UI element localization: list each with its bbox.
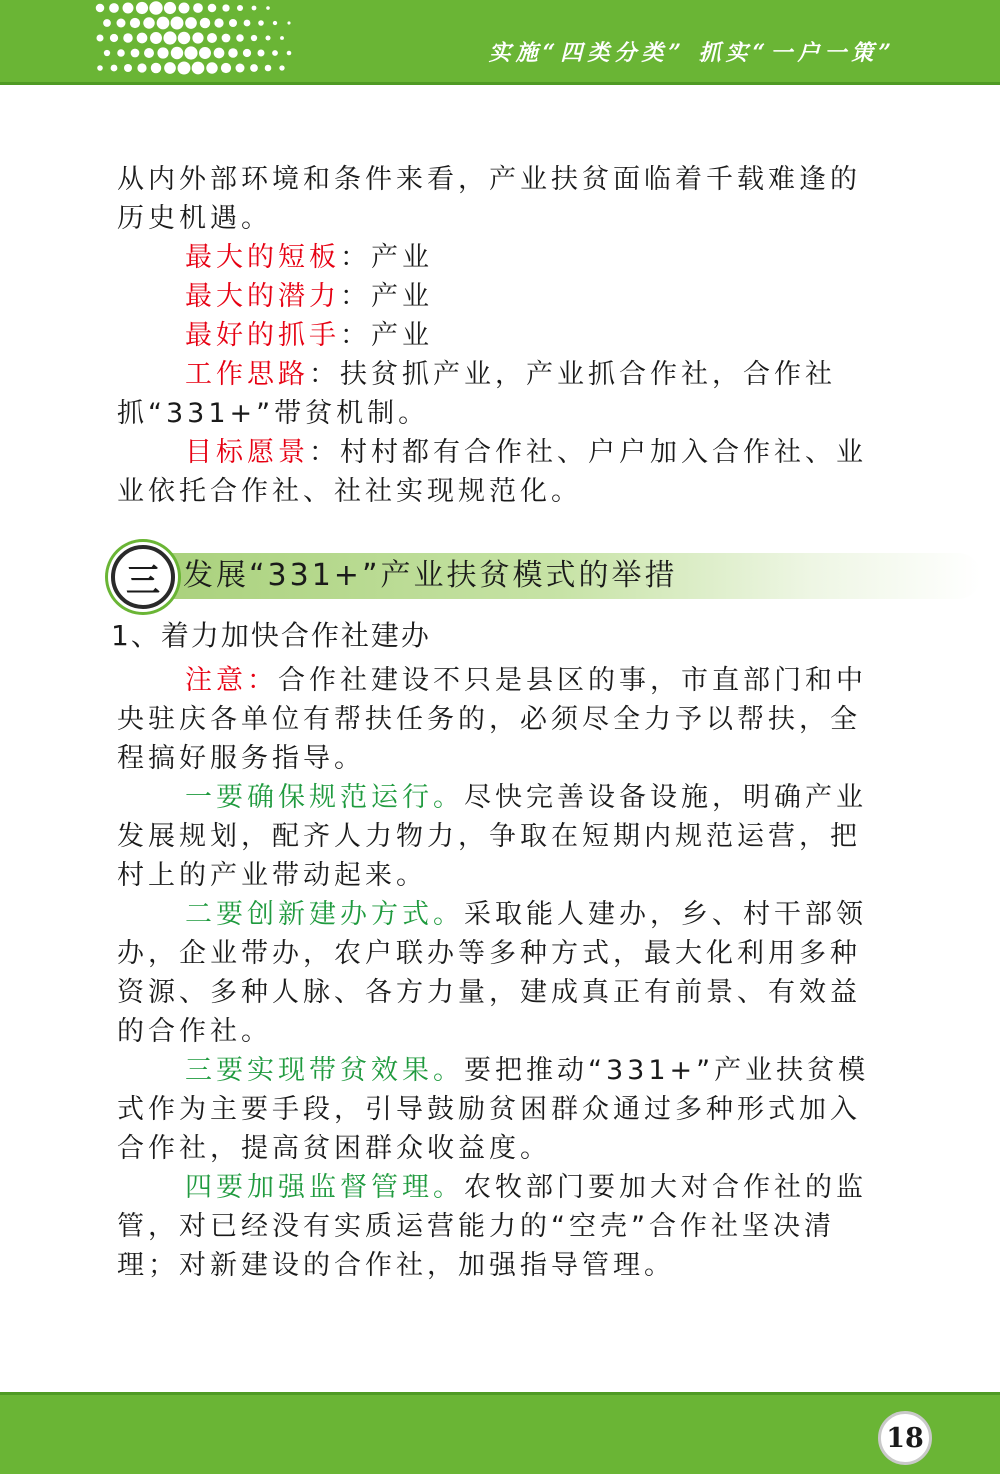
header-dot — [171, 17, 184, 30]
highlight-handle — [117, 316, 887, 355]
header-dot — [117, 19, 126, 28]
header-dot — [96, 4, 105, 13]
header-dot — [137, 33, 148, 44]
header-dot — [193, 3, 203, 13]
header-dot — [244, 20, 251, 27]
header-dot — [222, 34, 231, 43]
header-dot — [214, 48, 225, 59]
header-dot — [250, 64, 258, 72]
highlight-potential — [117, 277, 887, 316]
highlight-label: 最好的抓手 — [185, 320, 340, 351]
measure-paragraph — [117, 1168, 887, 1285]
highlight-sep: ： — [340, 242, 371, 273]
header-dot — [150, 32, 162, 44]
highlight-label: 最大的潜力 — [185, 281, 340, 312]
section-number-badge: 三 — [111, 545, 175, 609]
highlight-sep: ： — [340, 281, 371, 312]
header-dot — [236, 34, 244, 42]
header-dot — [104, 50, 110, 56]
header-dot — [221, 63, 231, 73]
header-dot — [258, 20, 264, 26]
header-dot — [109, 3, 119, 13]
header-dot — [229, 19, 237, 27]
header-dot — [111, 65, 118, 72]
header-dot — [123, 33, 132, 42]
header-dot — [280, 36, 284, 40]
header-dot — [228, 48, 237, 57]
header-dot — [178, 62, 191, 75]
measure-text: 要把推动“331+”产业扶贫模式作为主要手段，引导鼓励贫困群众通过多种形式加入合作社，提高贫困群众收益度。 — [117, 1055, 870, 1164]
highlight-approach — [117, 355, 887, 433]
highlight-sep: ： — [309, 359, 340, 390]
header-dot — [157, 17, 170, 30]
header-dot — [103, 19, 111, 27]
header-dot — [272, 50, 278, 56]
header-dot — [207, 33, 217, 43]
header-dot — [124, 64, 132, 72]
header-dot — [149, 1, 162, 14]
highlight-label: 最大的短板 — [185, 242, 340, 273]
header-dot — [163, 31, 176, 44]
header-dot — [287, 51, 292, 56]
intro-paragraph: 从内外部环境和条件来看，产业扶贫面临着千载难逢的历史机遇。 — [117, 164, 861, 234]
footer-band — [0, 1395, 1000, 1474]
header-dot — [266, 6, 270, 10]
header-dot — [199, 47, 211, 59]
highlight-label: 目标愿景 — [185, 437, 309, 468]
header-dot — [136, 2, 148, 14]
measure-paragraph — [117, 778, 887, 895]
header-dot — [287, 21, 290, 24]
header-dot — [178, 32, 190, 44]
highlight-vision — [117, 433, 887, 511]
measure-text: 采取能人建办，乡、村干部领办，企业带办，农户联办等多种方式，最大化利用多种资源、多种人脉、各方力量，建成真正有前景、有效益的合作社。 — [117, 899, 867, 1047]
header-dot — [200, 18, 210, 28]
measure-paragraph — [117, 895, 887, 1051]
page-content — [111, 160, 887, 1285]
measure-label: 三要实现带贫效果。 — [185, 1055, 464, 1086]
highlight-sep: ： — [340, 320, 371, 351]
header-dot — [131, 49, 140, 58]
header-dot — [151, 63, 161, 73]
header-dot — [157, 47, 168, 58]
highlight-weakness — [117, 238, 887, 277]
header-dot — [179, 3, 190, 14]
header-dot — [252, 6, 257, 11]
header-dot — [251, 35, 257, 41]
header-dot — [273, 21, 277, 25]
header-band — [0, 0, 1000, 82]
header-dot — [279, 65, 284, 70]
note-label: 注意： — [185, 665, 278, 696]
header-dot — [117, 49, 125, 57]
header-dot — [184, 46, 197, 59]
header-dot — [123, 3, 134, 14]
header-dot — [265, 65, 272, 72]
header-dot — [214, 18, 223, 27]
header-dot — [130, 18, 140, 28]
page-number: 18 — [878, 1411, 932, 1465]
header-dot — [171, 47, 183, 59]
measure-text: 尽快完善设备设施，明确产业发展规划，配齐人力物力，争取在短期内规范运营，把村上的产业带动起来。 — [117, 782, 867, 891]
section-title: 发展“331+”产业扶贫模式的举措 — [183, 558, 678, 593]
highlight-text: 产业 — [371, 242, 433, 273]
measure-paragraph — [117, 1051, 887, 1168]
header-dot — [143, 17, 154, 28]
header-dot — [265, 35, 270, 40]
header-dot — [222, 4, 229, 11]
subheading: 1、着力加快合作社建办 — [111, 619, 431, 652]
header-dot — [243, 49, 251, 57]
highlight-label: 工作思路 — [185, 359, 309, 390]
header-dot — [236, 64, 245, 73]
section-heading — [111, 545, 887, 611]
highlight-sep: ： — [309, 437, 340, 468]
header-dot — [110, 34, 118, 42]
header-rule — [0, 82, 1000, 85]
header-dot — [137, 63, 146, 72]
measure-label: 四要加强监督管理。 — [185, 1172, 464, 1203]
header-dot — [164, 2, 176, 14]
header-dot — [257, 49, 264, 56]
header-dot — [237, 5, 243, 11]
header-dot — [192, 62, 205, 75]
header-dot — [96, 34, 103, 41]
highlight-text: 村村都有合作社、户户加入合作社、业业依托合作社、社社实现规范化。 — [117, 437, 867, 507]
measure-label: 一要确保规范运行。 — [185, 782, 464, 813]
header-dot — [185, 17, 197, 29]
header-dot — [208, 4, 217, 13]
header-dot — [206, 62, 217, 73]
note-paragraph — [117, 661, 887, 778]
header-dot — [144, 48, 154, 58]
header-dot — [192, 32, 203, 43]
measure-label: 二要创新建办方式。 — [185, 899, 464, 930]
highlight-text: 扶贫抓产业，产业抓合作社，合作社抓“331+”带贫机制。 — [117, 359, 836, 429]
header-dot-pattern-icon — [0, 0, 300, 82]
highlight-text: 产业 — [371, 320, 433, 351]
header-dot — [97, 65, 103, 71]
measure-text: 农牧部门要加大对合作社的监管，对已经没有实质运营能力的“空壳”合作社坚决清理；对新建设的合作社，加强指导管理。 — [117, 1172, 867, 1281]
header-dot — [164, 62, 176, 74]
note-text: 合作社建设不只是县区的事，市直部门和中央驻庆各单位有帮扶任务的，必须尽全力予以帮扶，全程搞好服务指导。 — [117, 665, 867, 774]
header-title: 实施“四类分类” 抓实“一户一策” — [488, 40, 896, 66]
highlight-text: 产业 — [371, 281, 433, 312]
